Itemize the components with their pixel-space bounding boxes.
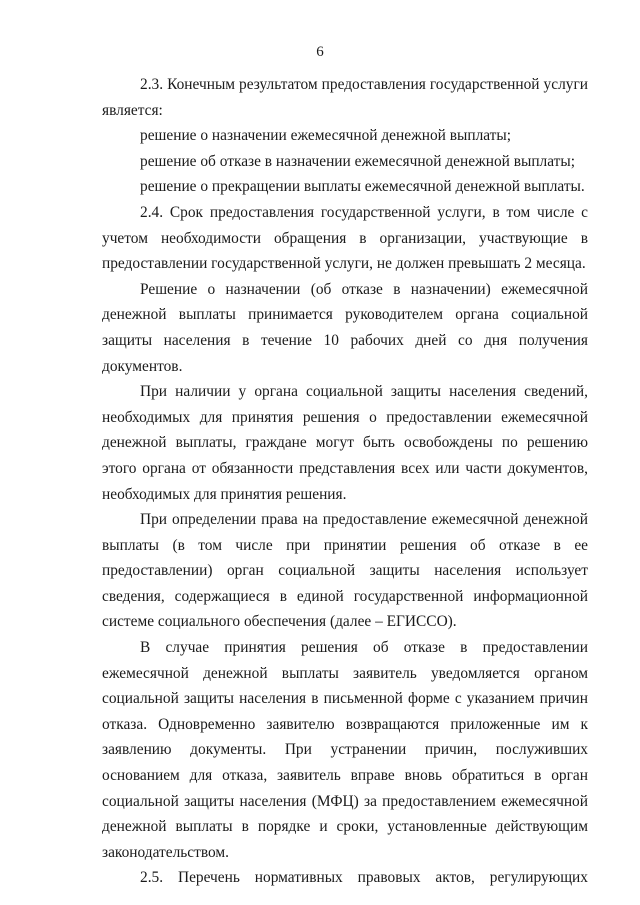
paragraph-2-5: 2.5. Перечень нормативных правовых актов, регулирующих — [140, 869, 588, 887]
paragraph-exemption: При наличии у органа социальной защиты населения сведений, необходимых для принятия решения о предоставлении ежемесячной денежной выплаты, граждане могут быть освобождены по решению этого органа от обязанности представления всех или части документов, необходимых для принятия решения. — [102, 383, 588, 503]
list-item-decision-assign: решение о назначении ежемесячной денежной выплаты; — [140, 127, 512, 145]
list-item-decision-refuse: решение об отказе в назначении ежемесячной денежной выплаты; — [140, 152, 576, 170]
paragraph-egisso: При определении права на предоставление ежемесячной денежной выплаты (в том числе при принятии решения об отказе в ее предоставлении) орган социальной защиты населения использует сведения, содержащиеся в единой государственной информационной системе социального обеспечения (далее – ЕГИССО). — [102, 511, 588, 631]
list-item-decision-terminate: решение о прекращении выплаты ежемесячной денежной выплаты. — [140, 178, 585, 196]
paragraph-decision-term: Решение о назначении (об отказе в назначении) ежемесячной денежной выплаты принимается руководителем органа социальной защиты населения в течение 10 рабочих дней со дня получения документов. — [102, 280, 588, 375]
page-number: 6 — [316, 44, 324, 60]
document-body — [102, 72, 588, 891]
paragraph-2-4: 2.4. Срок предоставления государственной услуги, в том числе с учетом необходимости обращения в организации, участвующие в предоставлении государственной услуги, не должен превышать 2 месяца. — [102, 203, 588, 273]
paragraph-2-3: 2.3. Конечным результатом предоставления государственной услуги является: — [102, 76, 588, 119]
paragraph-refusal: В случае принятия решения об отказе в предоставлении ежемесячной денежной выплаты заявитель уведомляется органом социальной защиты населения в письменной форме с указанием причин отказа. Одновременно заявителю возвращаются приложенные им к заявлению документы. При устранении причин, послуживших основанием для отказа, заявитель вправе вновь обратиться в орган социальной защиты населения (МФЦ) за предоставлением ежемесячной денежной выплаты в порядке и сроки, установленные действующим законодательством. — [102, 639, 588, 861]
